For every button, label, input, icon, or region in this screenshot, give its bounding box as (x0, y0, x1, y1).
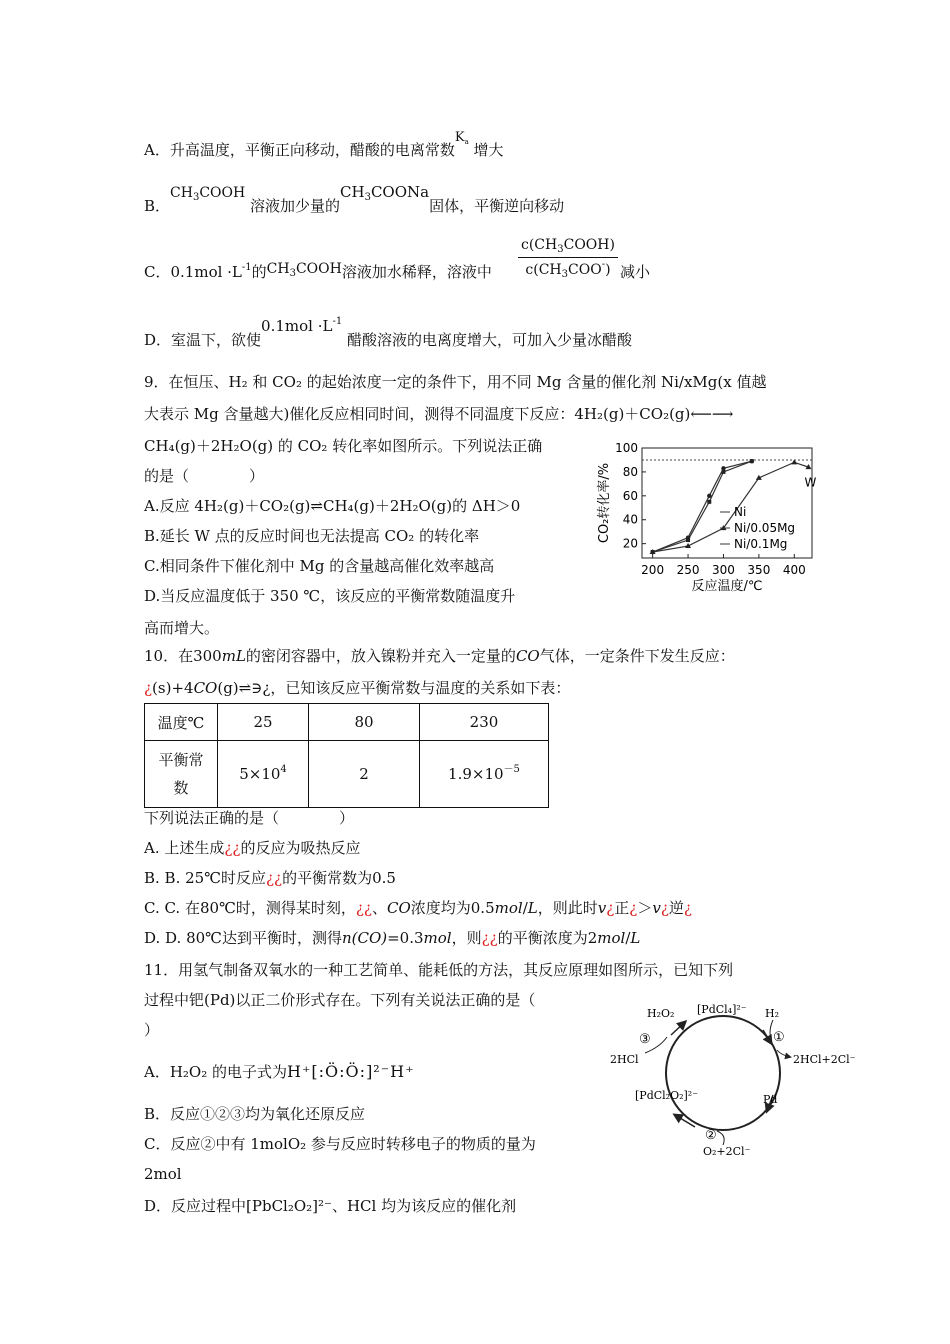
data-point (750, 459, 754, 463)
y-tick-label: 100 (615, 441, 638, 455)
q11-option-b: B．反应①②③均为氧化还原反应 (144, 1105, 366, 1123)
q11-stem-line2: 过程中钯(Pd)以正二价形式存在。下列有关说法正确的是（ (144, 991, 536, 1009)
q9-option-a: A.反应 4H₂(g)＋CO₂(g)⇌CH₄(g)＋2H₂O(g)的 ΔH＞0 (144, 497, 521, 515)
co2-conversion-chart (590, 438, 830, 598)
data-point (721, 466, 725, 470)
q10-option-c: C. C. 在80℃时，测得某时刻，¿¿、CO浓度均为0.5mol/L，则此时v¿正¿＞v¿逆¿ (144, 899, 692, 917)
q9-stem-line2: 大表示 Mg 含量越大)催化反应相同时间，测得不同温度下反应：4H₂(g)＋CO₂(g)⟵⟶ (144, 405, 734, 423)
legend-label: Ni (734, 505, 747, 519)
arrow-hcl-out (777, 1050, 790, 1057)
table-cell-230: $1.9\times 10^{-5}$ (420, 741, 549, 808)
table-row-label: 平衡常 数 (145, 741, 218, 808)
data-point (707, 500, 711, 504)
label-pd: Pd (763, 1093, 778, 1106)
table-cell-80: 2 (309, 741, 420, 808)
label-h2o2: H₂O₂ (647, 1007, 675, 1020)
legend-label: Ni/0.1Mg (734, 537, 788, 551)
x-tick-label: 200 (641, 563, 665, 577)
q8-option-c: C．$0.1mol \cdot L^{-1}$的$CH_3COOH$溶液加水稀释，溶液中 (144, 261, 492, 281)
y-tick-label: 80 (622, 464, 638, 479)
q9-option-d-line1: D.当反应温度低于 350 ℃，该反应的平衡常数随温度升 (144, 587, 516, 605)
y-axis-label: CO₂转化率/% (597, 462, 612, 544)
y-tick-label: 60 (622, 488, 638, 503)
cycle-ring (666, 1016, 780, 1130)
reaction-cycle-diagram (605, 995, 855, 1160)
q10-ask: 下列说法正确的是（ ） (144, 809, 355, 827)
x-axis-label: 反应温度/℃ (691, 579, 763, 594)
q10-option-a: A. 上述生成¿¿的反应为吸热反应 (144, 839, 361, 857)
label-pdcl4: [PdCl₄]²⁻ (697, 1003, 747, 1016)
q9-option-b: B.延长 W 点的反应时间也无法提高 CO₂ 的转化率 (144, 527, 480, 545)
data-point (686, 535, 690, 539)
q8-c-tail: 减小 (620, 263, 651, 281)
point-w-label: W (804, 475, 817, 490)
data-point (791, 459, 797, 464)
q8-option-b: B．$CH_3COOH$ 溶液加少量的$CH_3COONa$固体，平衡逆向移动 (144, 183, 565, 215)
y-tick-label: 20 (622, 536, 638, 551)
label-step-2: ② (705, 1128, 717, 1143)
equilibrium-constant-table (144, 703, 549, 808)
label-o2-2cl: O₂+2Cl⁻ (703, 1145, 751, 1158)
q11-option-d: D．反应过程中[PbCl₂O₂]²⁻、HCl 均为该反应的催化剂 (144, 1197, 517, 1215)
data-point (650, 550, 654, 554)
label-h2: H₂ (765, 1007, 780, 1020)
q11-option-a: A．H₂O₂ 的电子式为H⁺[:Ö:Ö:]²⁻H⁺ (144, 1062, 415, 1081)
q8-c-fraction: $c(CH_3COOH)$ $c(CH_3COO^-)$ (518, 236, 618, 279)
q10-stem-line1: 10．在300mL的密闭容器中，放入镍粉并充入一定量的CO气体，一定条件下发生反应： (144, 647, 735, 665)
x-tick-label: 300 (712, 563, 735, 577)
q8-option-a: A．升高温度，平衡正向移动，醋酸的电离常数$K_a$ 增大 (144, 130, 504, 159)
q10-stem-line2: ¿(s)+4CO(g)⇌∋¿，已知该反应平衡常数与温度的关系如下表： (144, 679, 571, 697)
label-2hcl-2cl: 2HCl+2Cl⁻ (793, 1053, 855, 1066)
label-step-3: ③ (639, 1032, 651, 1047)
q9-option-d-line2: 高而增大。 (144, 619, 220, 637)
q11-stem-line1: 11．用氢气制备双氧水的一种工艺简单、能耗低的方法，其反应原理如图所示，已知下列 (144, 961, 734, 979)
q10-option-d: D. D. 80℃达到平衡时，测得n(CO)=0.3mol，则¿¿的平衡浓度为2mol/L (144, 929, 641, 947)
arrow-o2-in (717, 1131, 724, 1145)
table-cell-25: $5\times 10^4$ (218, 741, 309, 808)
data-point (707, 494, 711, 498)
y-tick-label: 40 (622, 512, 638, 527)
table-header-80: 80 (309, 704, 420, 741)
label-pdcl2o2: [PdCl₂O₂]²⁻ (635, 1089, 699, 1102)
label-2hcl: 2HCl (610, 1053, 639, 1066)
q9-stem-line1: 9．在恒压、H₂ 和 CO₂ 的起始浓度一定的条件下，用不同 Mg 含量的催化剂 Ni/xMg(x 值越 (144, 373, 767, 391)
label-step-1: ① (773, 1030, 785, 1045)
table-header-temp: 温度℃ (145, 704, 218, 741)
q9-option-c: C.相同条件下催化剂中 Mg 的含量越高催化效率越高 (144, 557, 495, 575)
q11-option-c-line2: 2mol (144, 1165, 182, 1183)
q8-option-d: D．室温下，欲使$0.1mol \cdot L^{-1}$ 醋酸溶液的电离度增大，可加入少量冰醋酸 (144, 316, 632, 349)
q9-stem-line3: CH₄(g)＋2H₂O(g) 的 CO₂ 转化率如图所示。下列说法正确 (144, 437, 543, 455)
q11-stem-line3: ） (144, 1021, 160, 1039)
q9-stem-line4: 的是（ ） (144, 467, 265, 485)
legend-label: Ni/0.05Mg (734, 521, 796, 535)
x-tick-label: 250 (676, 563, 700, 577)
x-tick-label: 350 (747, 563, 771, 577)
q11-option-c-line1: C．反应②中有 1molO₂ 参与反应时转移电子的物质的量为 (144, 1135, 536, 1153)
x-tick-label: 400 (782, 563, 806, 577)
table-header-230: 230 (420, 704, 549, 741)
q10-option-b: B. B. 25℃时反应¿¿的平衡常数为0.5 (144, 869, 396, 887)
table-header-25: 25 (218, 704, 309, 741)
